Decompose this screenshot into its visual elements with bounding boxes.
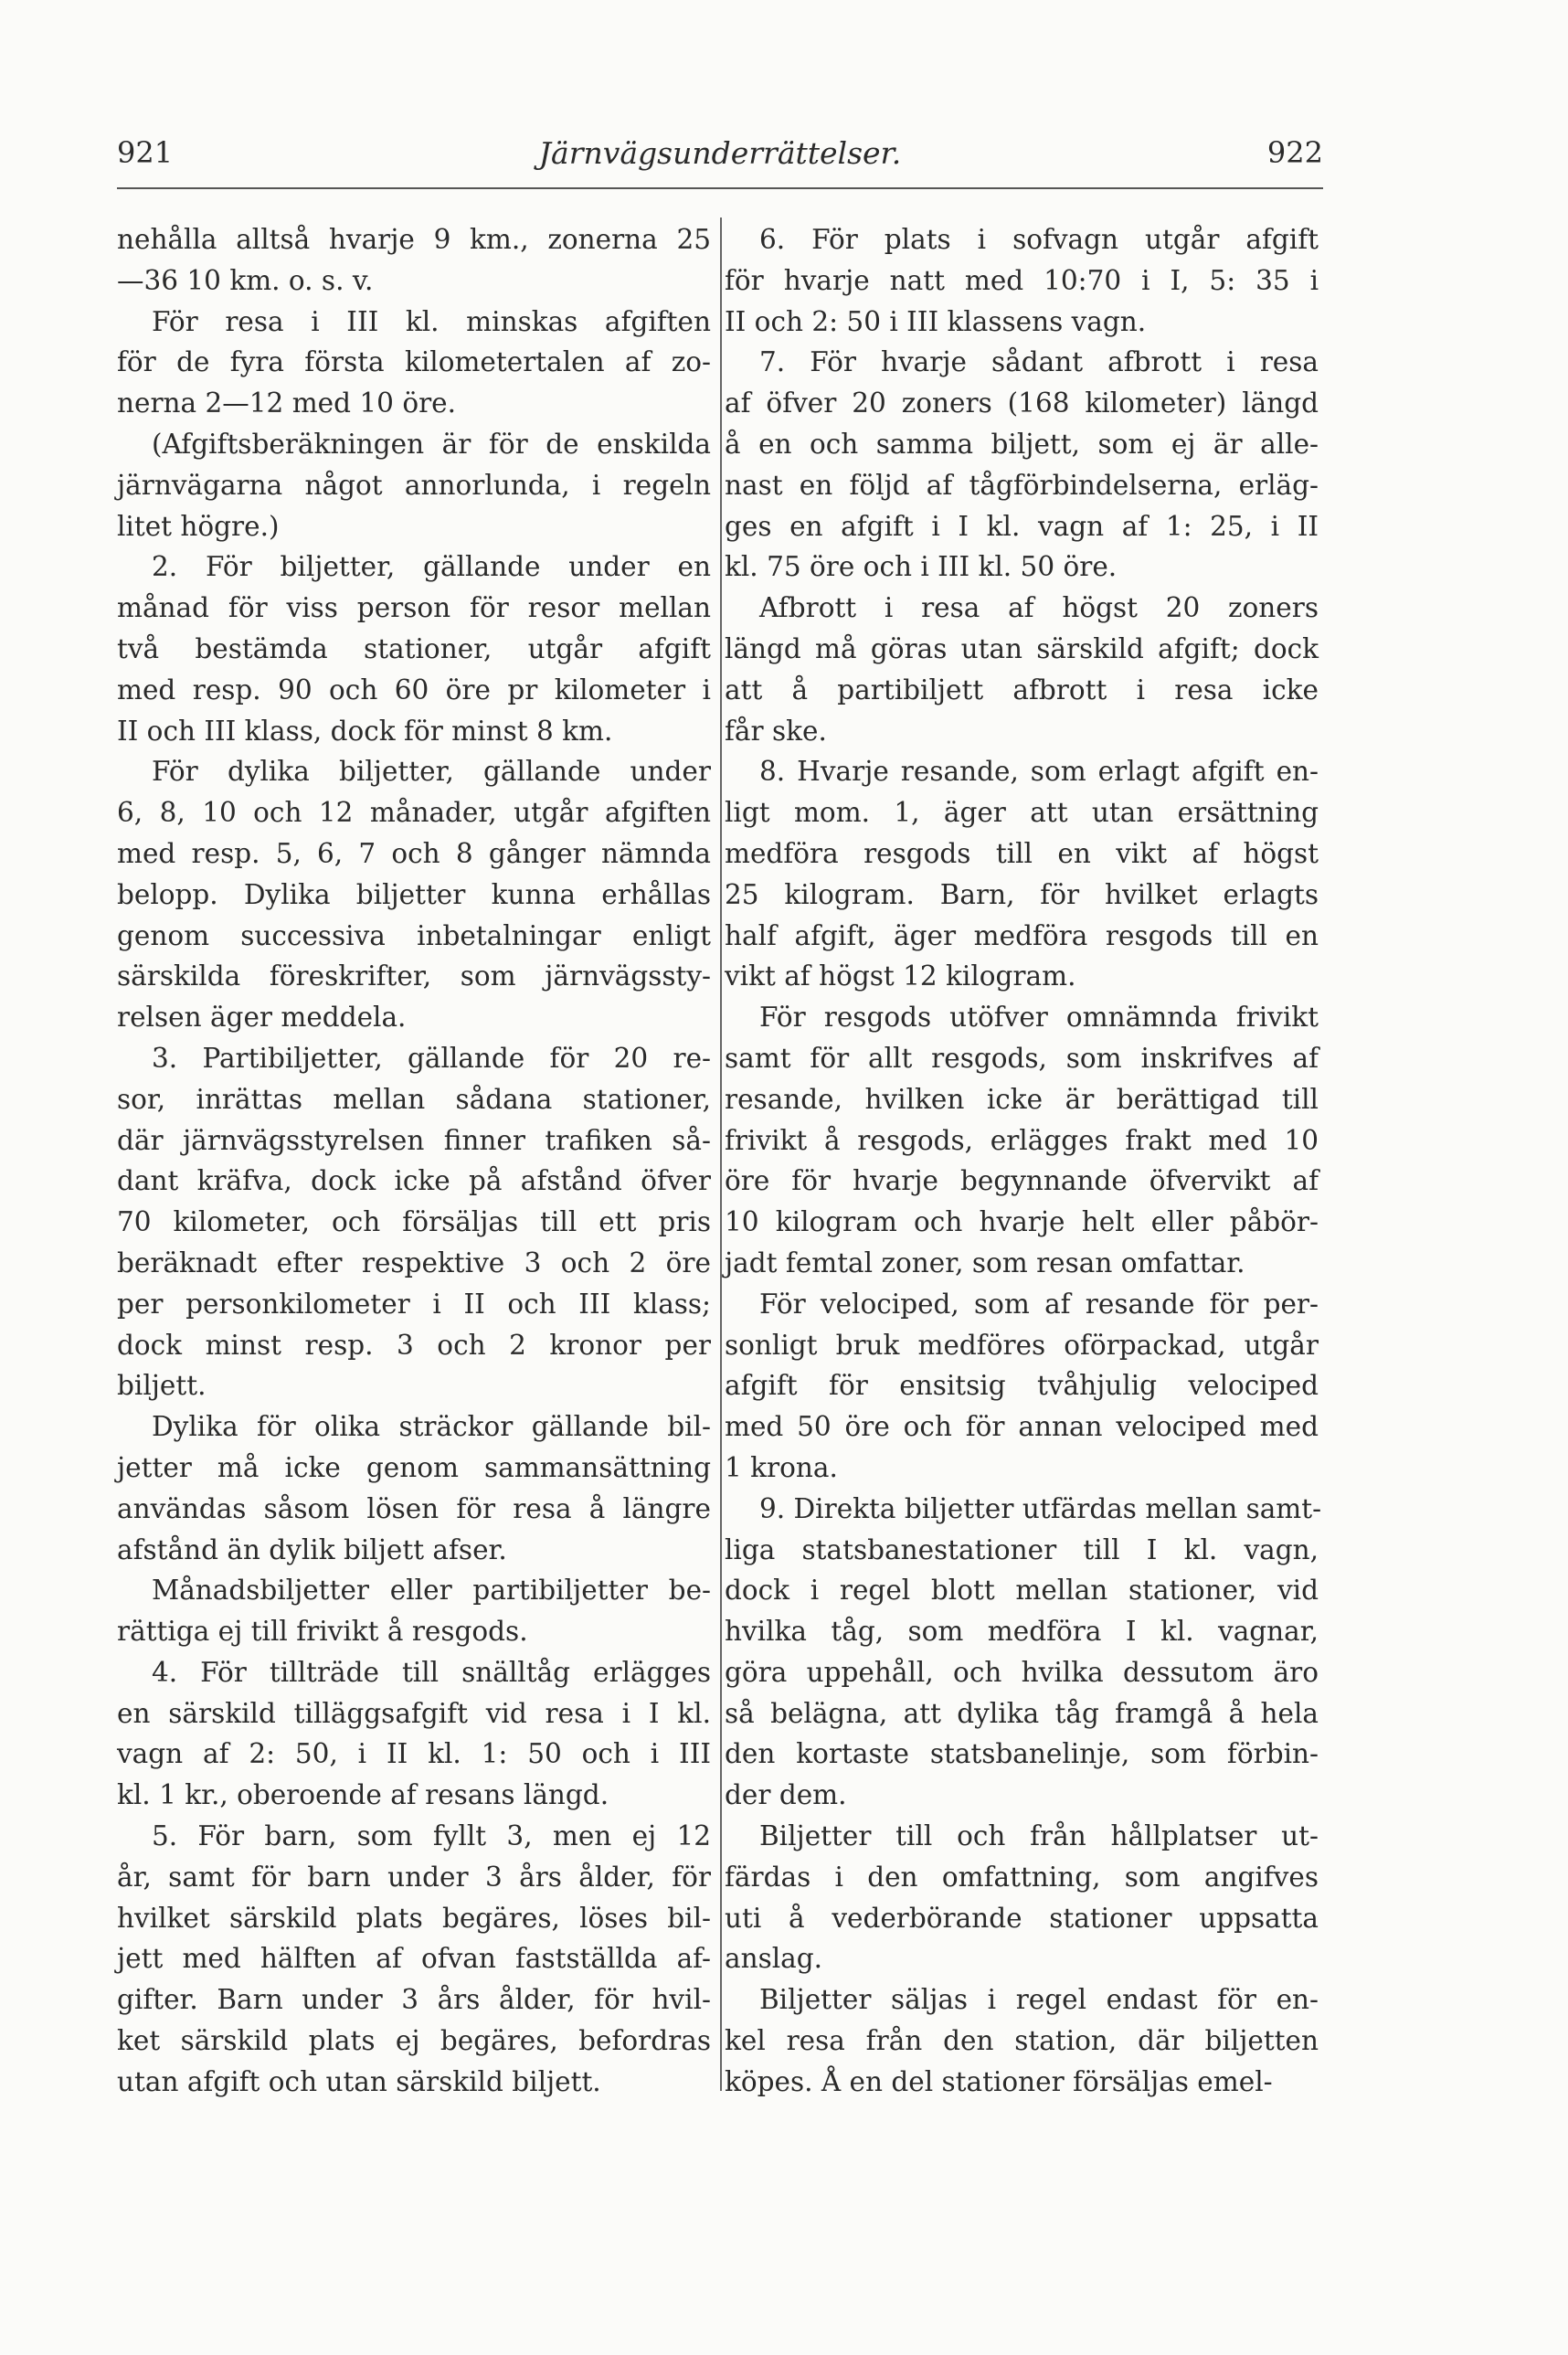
text-line: vagn af 2: 50, i II kl. 1: 50 och i III bbox=[117, 1738, 711, 1770]
text-line: för de fyra första kilometertalen af zo- bbox=[117, 346, 711, 378]
text-line: medföra resgods till en vikt af högst bbox=[725, 837, 1319, 869]
text-line: jetter må icke genom sammansättning bbox=[117, 1451, 711, 1483]
text-line: 4. För tillträde till snälltåg erlägges bbox=[152, 1656, 711, 1688]
text-line: 10 kilogram och hvarje helt eller påbör- bbox=[725, 1206, 1319, 1238]
text-line: För dylika biljetter, gällande under bbox=[152, 756, 711, 788]
text-line: särskilda föreskrifter, som järnvägssty- bbox=[117, 960, 711, 992]
text-line: sor, inrättas mellan sådana stationer, bbox=[117, 1083, 711, 1115]
text-line: med resp. 5, 6, 7 och 8 gånger nämnda bbox=[117, 837, 711, 869]
text-line: För resa i III kl. minskas afgiften bbox=[152, 305, 711, 337]
text-line: hvilket särskild plats begäres, löses bil- bbox=[117, 1902, 711, 1934]
text-line: vikt af högst 12 kilogram. bbox=[725, 960, 1076, 992]
text-line: å en och samma biljett, som ej är alle- bbox=[725, 428, 1319, 460]
text-line: hvilka tåg, som medföra I kl. vagnar, bbox=[725, 1616, 1319, 1648]
text-line: ket särskild plats ej begäres, befordras bbox=[117, 2025, 711, 2057]
text-line: 3. Partibiljetter, gällande för 20 re- bbox=[152, 1042, 711, 1074]
text-line: köpes. Å en del stationer försäljas emel- bbox=[725, 2065, 1273, 2097]
text-line: att å partibiljett afbrott i resa icke bbox=[725, 674, 1319, 705]
text-line: 6, 8, 10 och 12 månader, utgår afgiften bbox=[117, 797, 711, 829]
text-line: kel resa från den station, där biljetten bbox=[725, 2025, 1319, 2057]
text-line: belopp. Dylika biljetter kunna erhållas bbox=[117, 878, 711, 910]
header-rule bbox=[117, 187, 1323, 189]
text-line: 8. Hvarje resande, som erlagt afgift en- bbox=[759, 756, 1319, 788]
text-line: ligt mom. 1, äger att utan ersättning bbox=[725, 797, 1319, 829]
text-line: med 50 öre och för annan velociped med bbox=[725, 1411, 1319, 1443]
text-line: nehålla alltså hvarje 9 km., zonerna 25 bbox=[117, 224, 711, 255]
text-line: resande, hvilken icke är berättigad till bbox=[725, 1083, 1319, 1115]
text-line: frivikt å resgods, erlägges frakt med 10 bbox=[725, 1124, 1319, 1156]
right-column bbox=[725, 219, 1322, 2103]
text-line: dock minst resp. 3 och 2 kronor per bbox=[117, 1329, 711, 1361]
text-line: per personkilometer i II och III klass; bbox=[117, 1288, 711, 1320]
text-line: den kortaste statsbanelinje, som förbin- bbox=[725, 1738, 1319, 1770]
text-line: afgift för ensitsig tvåhjulig velociped bbox=[725, 1370, 1319, 1402]
text-line: anslag. bbox=[725, 1943, 823, 1975]
page-number-left: 921 bbox=[117, 135, 174, 170]
text-line: För resgods utöfver omnämnda frivikt bbox=[759, 1002, 1319, 1034]
text-line: der dem. bbox=[725, 1779, 847, 1811]
text-line: 7. För hvarje sådant afbrott i resa bbox=[759, 346, 1319, 378]
text-line: Biljetter säljas i regel endast för en- bbox=[759, 1984, 1319, 2016]
text-line: För velociped, som af resande för per- bbox=[759, 1288, 1319, 1320]
text-line: längd må göras utan särskild afgift; dock bbox=[725, 632, 1319, 664]
text-line: två bestämda stationer, utgår afgift bbox=[117, 632, 711, 664]
text-line: utan afgift och utan särskild biljett. bbox=[117, 2065, 601, 2097]
text-line: Afbrott i resa af högst 20 zoners bbox=[759, 592, 1319, 624]
left-column bbox=[117, 219, 711, 2103]
text-line: 6. För plats i sofvagn utgår afgift bbox=[759, 224, 1319, 255]
text-line: gifter. Barn under 3 års ålder, för hvil- bbox=[117, 1984, 711, 2016]
text-line: får ske. bbox=[725, 715, 827, 747]
text-line: så belägna, att dylika tåg framgå å hela bbox=[725, 1697, 1319, 1729]
text-line: en särskild tilläggsafgift vid resa i I kl. bbox=[117, 1697, 711, 1729]
text-line: där järnvägsstyrelsen finner trafiken så- bbox=[117, 1124, 711, 1156]
text-line: beräknadt efter respektive 3 och 2 öre bbox=[117, 1246, 711, 1278]
text-line: 70 kilometer, och försäljas till ett pris bbox=[117, 1206, 711, 1238]
text-line: uti å vederbörande stationer uppsatta bbox=[725, 1902, 1319, 1934]
text-line: rättiga ej till frivikt å resgods. bbox=[117, 1616, 528, 1648]
text-line: genom successiva inbetalningar enligt bbox=[117, 919, 711, 951]
text-line: kl. 1 kr., oberoende af resans längd. bbox=[117, 1779, 609, 1811]
page-number-right: 922 bbox=[1266, 135, 1323, 170]
text-line: jadt femtal zoner, som resan omfattar. bbox=[725, 1246, 1245, 1278]
text-line: användas såsom lösen för resa å längre bbox=[117, 1492, 711, 1524]
column-divider bbox=[720, 217, 722, 2091]
text-line: sonligt bruk medföres oförpackad, utgår bbox=[725, 1329, 1319, 1361]
running-title: Järnvägsunderrättelser. bbox=[538, 135, 902, 171]
text-line: med resp. 90 och 60 öre pr kilometer i bbox=[117, 674, 711, 705]
text-line: biljett. bbox=[117, 1370, 207, 1402]
text-line: 1 krona. bbox=[725, 1451, 838, 1483]
text-line: 2. För biljetter, gällande under en bbox=[152, 551, 711, 583]
text-line: för hvarje natt med 10:70 i I, 5: 35 i bbox=[725, 264, 1319, 296]
text-line: färdas i den omfattning, som angifves bbox=[725, 1861, 1319, 1893]
text-line: jett med hälften af ofvan fastställda af- bbox=[117, 1943, 711, 1975]
text-line: göra uppehåll, och hvilka dessutom äro bbox=[725, 1656, 1319, 1688]
text-line: öre för hvarje begynnande öfvervikt af bbox=[725, 1165, 1319, 1197]
text-line: dant kräfva, dock icke på afstånd öfver bbox=[117, 1165, 711, 1197]
text-line: relsen äger meddela. bbox=[117, 1002, 407, 1034]
text-line: Dylika för olika sträckor gällande bil- bbox=[152, 1411, 711, 1443]
text-line: II och III klass, dock för minst 8 km. bbox=[117, 715, 613, 747]
text-line: afstånd än dylik biljett afser. bbox=[117, 1533, 507, 1565]
page-header bbox=[117, 135, 1323, 181]
text-line: liga statsbanestationer till I kl. vagn, bbox=[725, 1533, 1319, 1565]
text-line: år, samt för barn under 3 års ålder, för bbox=[117, 1861, 711, 1893]
text-line: Biljetter till och från hållplatser ut- bbox=[759, 1820, 1319, 1852]
text-line: kl. 75 öre och i III kl. 50 öre. bbox=[725, 551, 1118, 583]
text-line: (Afgiftsberäkningen är för de enskilda bbox=[152, 428, 711, 460]
text-line: af öfver 20 zoners (168 kilometer) längd bbox=[725, 387, 1319, 419]
text-line: 5. För barn, som fyllt 3, men ej 12 bbox=[152, 1820, 711, 1852]
text-line: ges en afgift i I kl. vagn af 1: 25, i II bbox=[725, 510, 1319, 542]
text-line: Månadsbiljetter eller partibiljetter be- bbox=[152, 1575, 711, 1607]
text-line: järnvägarna något annorlunda, i regeln bbox=[117, 469, 711, 501]
text-line: månad för viss person för resor mellan bbox=[117, 592, 711, 624]
text-line: half afgift, äger medföra resgods till en bbox=[725, 919, 1319, 951]
text-line: dock i regel blott mellan stationer, vid bbox=[725, 1575, 1319, 1607]
text-line: nerna 2—12 med 10 öre. bbox=[117, 387, 457, 419]
text-line: II och 2: 50 i III klassens vagn. bbox=[725, 305, 1147, 337]
text-line: samt för allt resgods, som inskrifves af bbox=[725, 1042, 1319, 1074]
text-line: —36 10 km. o. s. v. bbox=[117, 264, 374, 296]
text-line: 25 kilogram. Barn, för hvilket erlagts bbox=[725, 878, 1319, 910]
text-line: nast en följd af tågförbindelserna, erläg- bbox=[725, 469, 1319, 501]
text-line: litet högre.) bbox=[117, 510, 280, 542]
text-line: 9. Direkta biljetter utfärdas mellan samt- bbox=[759, 1492, 1322, 1524]
